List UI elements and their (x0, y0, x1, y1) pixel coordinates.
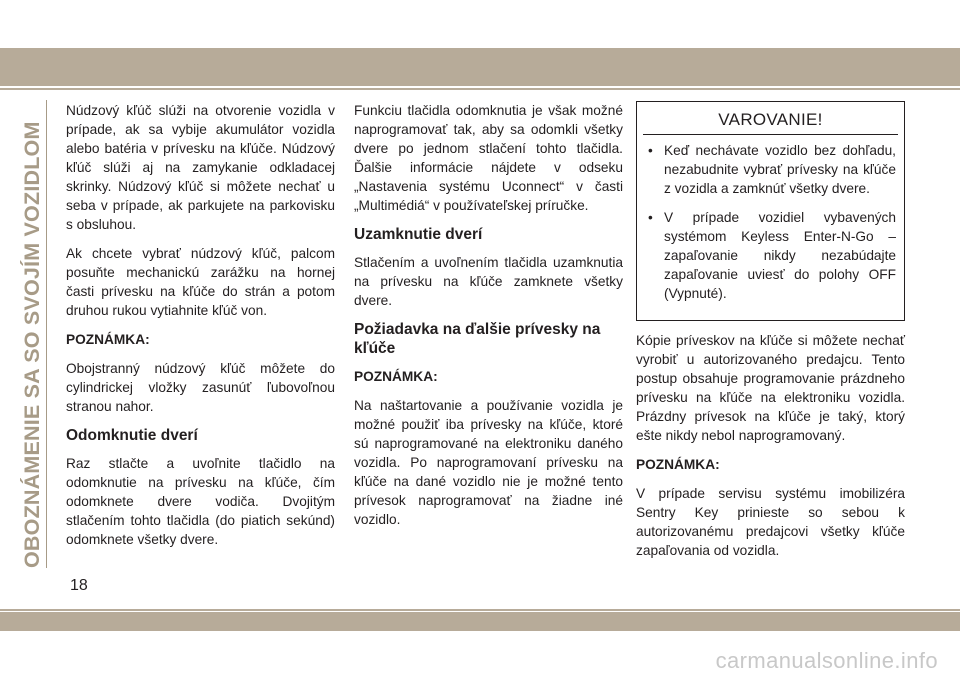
header-rule (0, 88, 960, 90)
heading-unlock-doors: Odomknutie dverí (66, 427, 198, 444)
heading-lock-doors: Uzamknutie dverí (354, 226, 483, 243)
warning-box (636, 101, 905, 321)
footer-rule (0, 609, 960, 611)
bullet-icon: • (648, 143, 653, 158)
warning-item-text: Keď nechávate vozidlo bez dohľadu, nezabudnite vybrať prívesky na kľúče z vozidla a zamknúť všetky dvere. (664, 143, 896, 196)
bullet-icon: • (648, 210, 653, 225)
warning-item (637, 208, 904, 303)
warning-item-text: V prípade vozidiel vybavených systémom Keyless Enter-N-Go – zapaľovanie nikdy nezabúdajte zapaľovanie uviesť do polohy OFF (Vypnuté). (664, 210, 896, 301)
note-label: POZNÁMKA: (636, 457, 720, 472)
paragraph-unlock-programming: Funkciu tlačidla odomknutia je však možné naprogramovať tak, aby sa odomkli všetky dvere po jednom stlačení tohto tlačidla. Ďalšie informácie nájdete v odseku „Nastavenia systému Uconnect“ v časti „Multimédiá“ v používateľskej príručke. (354, 103, 623, 213)
heading-additional-fobs: Požiadavka na ďalšie prívesky na kľúče (354, 321, 601, 357)
note-text: V prípade servisu systému imobilizéra Sentry Key prinieste so sebou k autorizovanému predajcovi všetky kľúče zapaľovania od vozidla. (636, 486, 905, 558)
paragraph-emergency-key: Núdzový kľúč slúži na otvorenie vozidla v prípade, ak sa vybije akumulátor vozidla alebo batéria v prívesku na kľúče. Núdzový kľúč slúži aj na zamykanie odkladacej skrinky. Núdzový kľúč si môžete nechať u seba v prípade, ak parkujete na parkovisku s obsluhou. (66, 103, 335, 232)
warning-item (637, 141, 904, 198)
section-side-title: OBOZNÁMENIE SA SO SVOJÍM VOZIDLOM (20, 121, 44, 568)
header-band (0, 48, 960, 86)
paragraph-lock: Stlačením a uvoľnením tlačidla uzamknutia na prívesku na kľúče zamknete všetky dvere. (354, 255, 623, 308)
warning-title: VAROVANIE! (643, 102, 898, 135)
paragraph-key-copies: Kópie príveskov na kľúče si môžete nechať vyrobiť u autorizovaného predajcu. Tento postup obsahuje programovanie prázdneho prívesku na kľúče na elektroniku vozidla. Prázdny prívesok na kľúče je taký, ktorý ešte nikdy nebol naprogramovaný. (636, 333, 905, 443)
footer-band (0, 612, 960, 631)
note-label: POZNÁMKA: (354, 369, 438, 384)
side-divider (46, 100, 47, 568)
column-1 (66, 101, 335, 559)
watermark-logo[interactable]: carmanualsonline.info (715, 648, 938, 673)
paragraph-unlock: Raz stlačte a uvoľnite tlačidlo na odomknutie na prívesku na kľúče, čím odomknete dvere vodiča. Dvojitým stlačením tohto tlačidla (do piatich sekúnd) odomknete všetky dvere. (66, 456, 335, 547)
column-3 (636, 101, 905, 570)
note-text: Obojstranný núdzový kľúč môžete do cylindrickej vložky zasunúť ľubovoľnou stranou nahor. (66, 361, 335, 414)
note-text: Na naštartovanie a používanie vozidla je možné použiť iba prívesky na kľúče, ktoré sú naprogramované na elektroniku daného vozidla. Po naprogramovaní prívesku na kľúče na dané vozidlo nie je možné tento prívesok naprogramovať na žiadne iné vozidlo. (354, 398, 623, 527)
page-number: 18 (70, 577, 88, 594)
note-label: POZNÁMKA: (66, 332, 150, 347)
column-2 (354, 101, 623, 539)
paragraph-remove-key: Ak chcete vybrať núdzový kľúč, palcom posuňte mechanickú zarážku na hornej časti prívesku na kľúče do strán a potom druhou rukou vytiahnite kľúč von. (66, 246, 335, 318)
